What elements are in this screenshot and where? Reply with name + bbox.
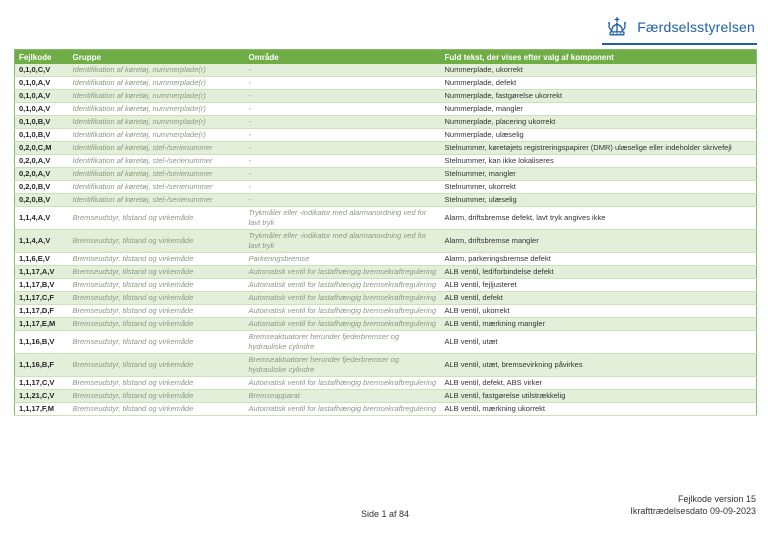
table-row (15, 194, 757, 207)
fuld-tekst-cell: Stelnummer, kan ikke lokaliseres (441, 155, 757, 168)
fejlkode-cell: 0,1,0,A,V (15, 103, 69, 116)
page-footer (14, 493, 756, 519)
fuld-tekst-cell: ALB ventil, fejljusteret (441, 279, 757, 292)
omraade-cell: Automatisk ventil for lastafhængig bremsekraftregulering (245, 266, 441, 279)
fuld-tekst-cell: Stelnummer, ulæselig (441, 194, 757, 207)
gruppe-cell: Bremseudstyr, tilstand og virkemåde (69, 403, 245, 416)
table-row (15, 318, 757, 331)
gruppe-cell: Identifikation af køretøj, stel-/serienummer (69, 168, 245, 181)
gruppe-cell: Identifikation af køretøj, stel-/serienummer (69, 194, 245, 207)
fuld-tekst-cell: ALB ventil, utæt, bremsevirkning påvirkes (441, 354, 757, 377)
omraade-cell: Automatisk ventil for lastafhængig bremsekraftregulering (245, 377, 441, 390)
omraade-cell: Bremseaktuatorer herunder fjederbremser og hydrauliske cylindre (245, 331, 441, 354)
table-row (15, 377, 757, 390)
omraade-cell: Bremseaktuatorer herunder fjederbremser og hydrauliske cylindre (245, 354, 441, 377)
omraade-cell: Trykmåler eller -indikator med alarmanordning ved for lavt tryk (245, 207, 441, 230)
fuld-tekst-cell: ALB ventil, led/forbindelse defekt (441, 266, 757, 279)
omraade-cell: - (245, 142, 441, 155)
fejlkode-cell: 0,2,0,A,V (15, 155, 69, 168)
version-label: Fejlkode version 15 (677, 494, 756, 504)
fejlkode-cell: 1,1,4,A,V (15, 230, 69, 253)
fuld-tekst-cell: Nummerplade, ukorrekt (441, 64, 757, 77)
gruppe-cell: Bremseudstyr, tilstand og virkemåde (69, 253, 245, 266)
fejlkode-table (14, 49, 756, 416)
table-row (15, 181, 757, 194)
table-row (15, 230, 757, 253)
column-header-omraade: Område (245, 50, 441, 65)
table-row (15, 155, 757, 168)
table-row (15, 207, 757, 230)
fuld-tekst-cell: Stelnummer, ukorrekt (441, 181, 757, 194)
effective-date-label: Ikrafttrædelsesdato 09-09-2023 (630, 506, 756, 516)
column-header-gruppe: Gruppe (69, 50, 245, 65)
omraade-cell: Automatisk ventil for lastafhængig bremsekraftregulering (245, 279, 441, 292)
table-row (15, 253, 757, 266)
omraade-cell: Trykmåler eller -indikator med alarmanordning ved for lavt tryk (245, 230, 441, 253)
gruppe-cell: Identifikation af køretøj, nummerplade(r) (69, 77, 245, 90)
gruppe-cell: Identifikation af køretøj, stel-/serienummer (69, 181, 245, 194)
table-row (15, 305, 757, 318)
fejlkode-cell: 0,1,0,A,V (15, 77, 69, 90)
fejlkode-cell: 1,1,21,C,V (15, 390, 69, 403)
fejlkode-cell: 1,1,17,C,F (15, 292, 69, 305)
omraade-cell: Automatisk ventil for lastafhængig bremsekraftregulering (245, 305, 441, 318)
fejlkode-cell: 0,1,0,B,V (15, 129, 69, 142)
gruppe-cell: Bremseudstyr, tilstand og virkemåde (69, 292, 245, 305)
table-row (15, 116, 757, 129)
fejlkode-cell: 0,2,0,B,V (15, 194, 69, 207)
omraade-cell: - (245, 181, 441, 194)
table-row (15, 354, 757, 377)
fejlkode-table-body (15, 64, 757, 416)
fuld-tekst-cell: Nummerplade, defekt (441, 77, 757, 90)
fejlkode-cell: 1,1,16,B,F (15, 354, 69, 377)
fuld-tekst-cell: ALB ventil, defekt, ABS virker (441, 377, 757, 390)
gruppe-cell: Bremseudstyr, tilstand og virkemåde (69, 354, 245, 377)
gruppe-cell: Identifikation af køretøj, nummerplade(r) (69, 64, 245, 77)
fejlkode-cell: 1,1,17,A,V (15, 266, 69, 279)
table-row (15, 266, 757, 279)
table-row (15, 331, 757, 354)
gruppe-cell: Identifikation af køretøj, nummerplade(r) (69, 116, 245, 129)
fejlkode-cell: 1,1,17,D,F (15, 305, 69, 318)
omraade-cell: Automatisk ventil for lastafhængig bremsekraftregulering (245, 318, 441, 331)
page-number: Side 1 af 84 (360, 509, 410, 519)
table-row (15, 90, 757, 103)
table-row (15, 77, 757, 90)
omraade-cell: - (245, 103, 441, 116)
omraade-cell: - (245, 116, 441, 129)
omraade-cell: Parkeringsbremse (245, 253, 441, 266)
column-header-fejlkode: Fejlkode (15, 50, 69, 65)
gruppe-cell: Bremseudstyr, tilstand og virkemåde (69, 390, 245, 403)
fuld-tekst-cell: Alarm, driftsbremse mangler (441, 230, 757, 253)
table-row (15, 103, 757, 116)
fejlkode-cell: 1,1,16,B,V (15, 331, 69, 354)
gruppe-cell: Bremseudstyr, tilstand og virkemåde (69, 331, 245, 354)
fuld-tekst-cell: Alarm, parkeringsbremse defekt (441, 253, 757, 266)
omraade-cell: Bremseapparat (245, 390, 441, 403)
gruppe-cell: Bremseudstyr, tilstand og virkemåde (69, 230, 245, 253)
omraade-cell: - (245, 168, 441, 181)
brand-name: Færdselsstyrelsen (637, 19, 755, 35)
omraade-cell: - (245, 155, 441, 168)
omraade-cell: - (245, 64, 441, 77)
fuld-tekst-cell: Stelnummer, mangler (441, 168, 757, 181)
gruppe-cell: Identifikation af køretøj, nummerplade(r) (69, 103, 245, 116)
gruppe-cell: Bremseudstyr, tilstand og virkemåde (69, 305, 245, 318)
fuld-tekst-cell: ALB ventil, fastgørelse utilstrækkelig (441, 390, 757, 403)
fejlkode-cell: 1,1,17,E,M (15, 318, 69, 331)
gruppe-cell: Bremseudstyr, tilstand og virkemåde (69, 377, 245, 390)
fuld-tekst-cell: Nummerplade, placering ukorrekt (441, 116, 757, 129)
gruppe-cell: Bremseudstyr, tilstand og virkemåde (69, 318, 245, 331)
fuld-tekst-cell: ALB ventil, mærkning ukorrekt (441, 403, 757, 416)
table-row (15, 403, 757, 416)
fuld-tekst-cell: Nummerplade, mangler (441, 103, 757, 116)
gruppe-cell: Bremseudstyr, tilstand og virkemåde (69, 279, 245, 292)
table-row (15, 292, 757, 305)
table-row (15, 129, 757, 142)
omraade-cell: - (245, 90, 441, 103)
fejlkode-cell: 0,1,0,A,V (15, 90, 69, 103)
gruppe-cell: Identifikation af køretøj, stel-/serienummer (69, 155, 245, 168)
fuld-tekst-cell: Nummerplade, fastgørelse ukorrekt (441, 90, 757, 103)
fuld-tekst-cell: Stelnummer, køretøjets registreringspapirer (DMR) ulæselige eller indeholder skrivefejl (441, 142, 757, 155)
fejlkode-cell: 1,1,17,C,V (15, 377, 69, 390)
gruppe-cell: Bremseudstyr, tilstand og virkemåde (69, 266, 245, 279)
crown-icon (604, 16, 630, 38)
fejlkode-cell: 1,1,17,F,M (15, 403, 69, 416)
table-row (15, 390, 757, 403)
fejlkode-cell: 0,1,0,C,V (15, 64, 69, 77)
gruppe-cell: Identifikation af køretøj, nummerplade(r) (69, 129, 245, 142)
omraade-cell: Automatisk ventil for lastafhængig bremsekraftregulering (245, 292, 441, 305)
table-header-row (15, 50, 757, 65)
gruppe-cell: Bremseudstyr, tilstand og virkemåde (69, 207, 245, 230)
column-header-fuld-tekst: Fuld tekst, der vises efter valg af komponent (441, 50, 757, 65)
table-row (15, 168, 757, 181)
fuld-tekst-cell: ALB ventil, defekt (441, 292, 757, 305)
omraade-cell: - (245, 129, 441, 142)
gruppe-cell: Identifikation af køretøj, nummerplade(r) (69, 90, 245, 103)
omraade-cell: Automatisk ventil for lastafhængig bremsekraftregulering (245, 403, 441, 416)
fuld-tekst-cell: ALB ventil, ukorrekt (441, 305, 757, 318)
omraade-cell: - (245, 194, 441, 207)
brand-logo (602, 16, 757, 45)
fejlkode-cell: 0,2,0,B,V (15, 181, 69, 194)
table-row (15, 64, 757, 77)
omraade-cell: - (245, 77, 441, 90)
fuld-tekst-cell: ALB ventil, mærkning mangler (441, 318, 757, 331)
table-row (15, 142, 757, 155)
fuld-tekst-cell: Alarm, driftsbremse defekt, lavt tryk angives ikke (441, 207, 757, 230)
fejlkode-cell: 0,2,0,C,M (15, 142, 69, 155)
fejlkode-cell: 1,1,6,E,V (15, 253, 69, 266)
fuld-tekst-cell: ALB ventil, utæt (441, 331, 757, 354)
fejlkode-cell: 0,2,0,A,V (15, 168, 69, 181)
fuld-tekst-cell: Nummerplade, ulæselig (441, 129, 757, 142)
fejlkode-cell: 0,1,0,B,V (15, 116, 69, 129)
fejlkode-cell: 1,1,4,A,V (15, 207, 69, 230)
gruppe-cell: Identifikation af køretøj, stel-/serienummer (69, 142, 245, 155)
table-row (15, 279, 757, 292)
fejlkode-cell: 1,1,17,B,V (15, 279, 69, 292)
